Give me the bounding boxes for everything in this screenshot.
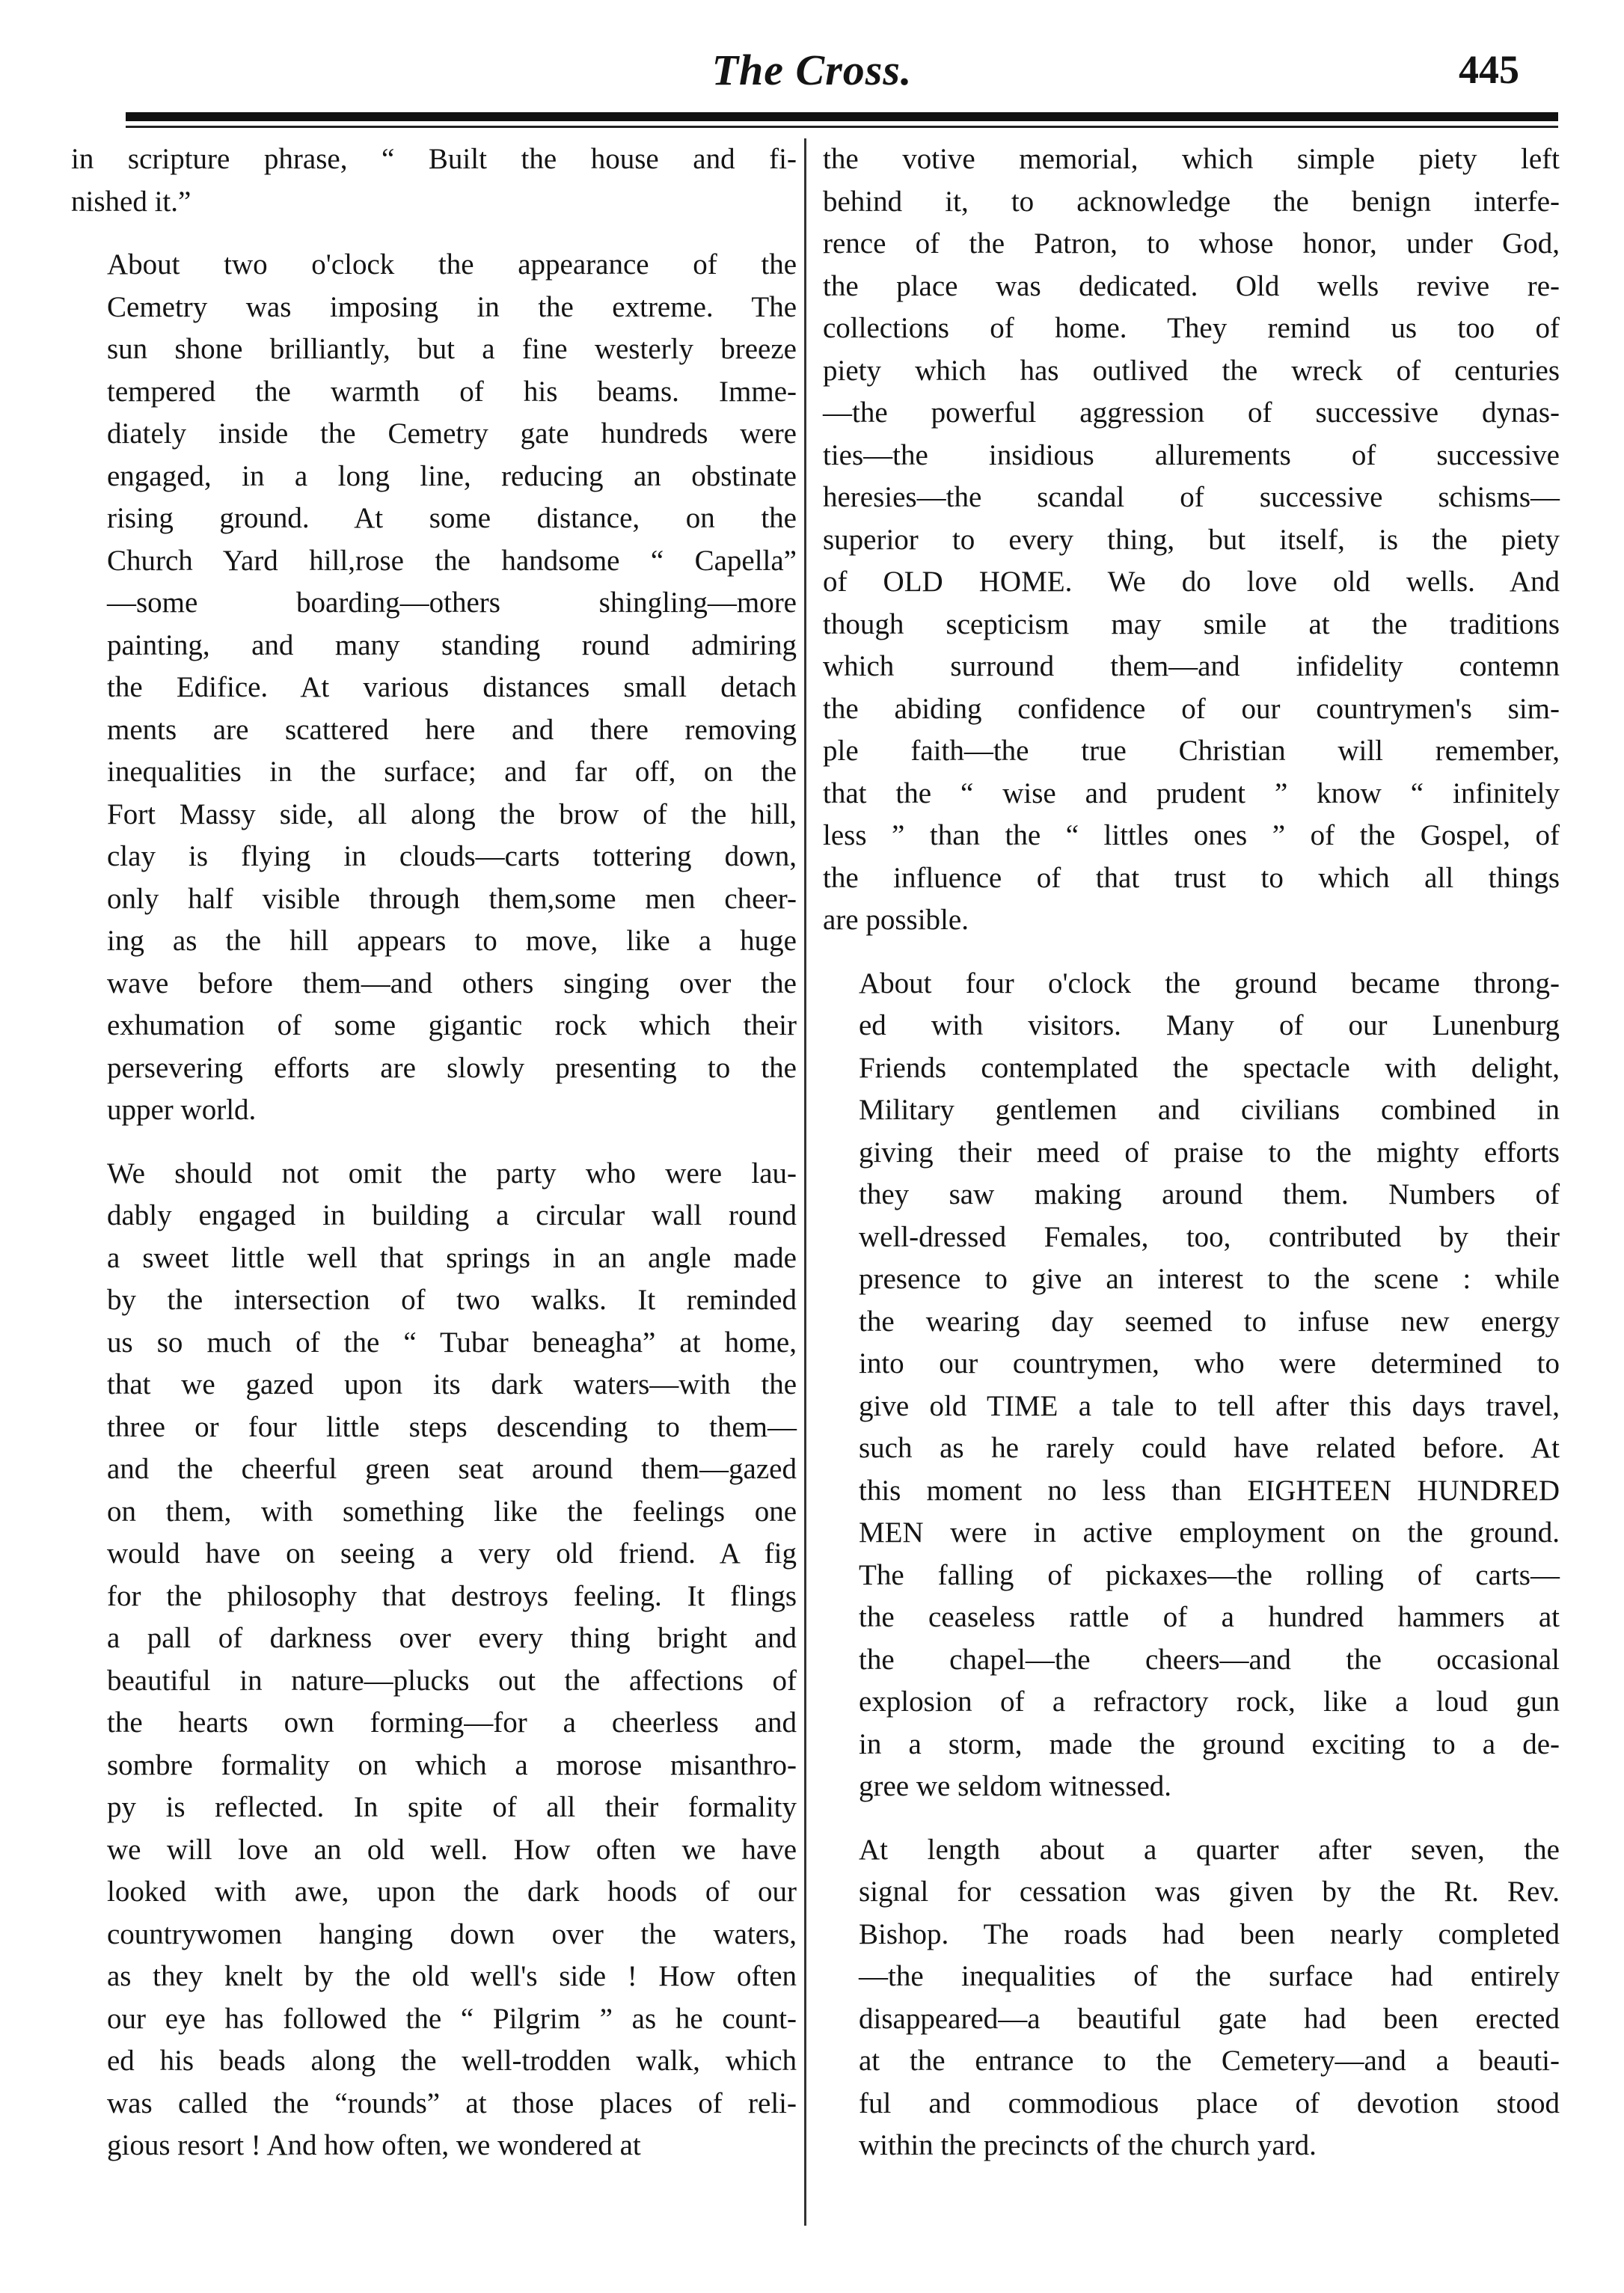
text-line: nished it.” [71,185,191,218]
text-line: Church Yard hill,rose the handsome “ Capella” [107,544,797,577]
paragraph [71,244,797,1132]
paragraph [71,138,797,223]
text-line: ful and commodious place of devotion stood [859,2087,1560,2119]
text-line: such as he rarely could have related before. At [859,1432,1560,1464]
text-line: the votive memorial, which simple piety left [823,143,1560,175]
text-line: Fort Massy side, all along the brow of the hill, [107,798,797,830]
text-line: ties—the insidious allurements of successive [823,438,1560,471]
right-column [823,138,1560,2188]
text-line: the wearing day seemed to infuse new energy [859,1305,1560,1338]
text-line: that the “ wise and prudent ” know “ infinitely [823,777,1560,809]
text-line: collections of home. They remind us too of [823,312,1560,344]
text-line: signal for cessation was given by the Rt. Rev. [859,1876,1560,1908]
text-line: Military gentlemen and civilians combined in [859,1094,1560,1126]
text-line: countrywomen hanging down over the waters, [107,1917,797,1950]
paragraph [823,1829,1560,2167]
text-line: ed with visitors. Many of our Lunenburg [859,1009,1560,1041]
running-title: The Cross. [711,46,913,94]
text-line: engaged, in a long line, reducing an obstinate [107,459,797,492]
text-line: ments are scattered here and there removing [107,713,797,746]
text-line: upper world. [107,1094,257,1126]
column-divider [804,138,806,2226]
text-line: by the intersection of two walks. It reminded [107,1284,797,1316]
text-line: At length about a quarter after seven, the [859,1833,1560,1866]
text-line: as they knelt by the old well's side ! How often [107,1960,797,1992]
text-line: —the powerful aggression of successive dynas- [823,397,1560,429]
page-header [0,0,1624,120]
text-line: three or four little steps descending to them— [107,1410,797,1443]
text-line: superior to every thing, but itself, is the piety [823,523,1560,556]
text-line: —some boarding—others shingling—more [107,587,797,619]
text-line: the chapel—the cheers—and the occasional [859,1643,1560,1676]
page-number: 445 [1459,47,1519,92]
text-line: piety which has outlived the wreck of centuries [823,354,1560,387]
text-line: for the philosophy that destroys feeling. It flings [107,1579,797,1612]
text-line: was called the “rounds” at those places of reli- [107,2087,797,2119]
text-line: the influence of that trust to which all things [823,861,1560,894]
text-line: rence of the Patron, to whose honor, under God, [823,227,1560,260]
left-column [71,138,797,2188]
text-line: we will love an old well. How often we have [107,1833,797,1866]
text-line: explosion of a refractory rock, like a loud gun [859,1686,1560,1718]
text-line: they saw making around them. Numbers of [859,1178,1560,1210]
paragraph [71,1153,797,2167]
text-line: rising ground. At some distance, on the [107,502,797,534]
text-line: the ceaseless rattle of a hundred hammers at [859,1601,1560,1633]
text-line: ple faith—the true Christian will remember, [823,735,1560,767]
text-line: disappeared—a beautiful gate had been erected [859,2002,1560,2035]
paragraph [823,138,1560,942]
text-line: Bishop. The roads had been nearly completed [859,1917,1560,1950]
text-line: ing as the hill appears to move, like a huge [107,925,797,957]
text-line: We should not omit the party who were lau- [107,1157,797,1190]
text-line: The falling of pickaxes—the rolling of carts— [859,1558,1560,1591]
text-line: us so much of the “ Tubar beneagha” at home, [107,1326,797,1359]
text-line: exhumation of some gigantic rock which their [107,1009,797,1041]
text-line: that we gazed upon its dark waters—with the [107,1368,797,1400]
text-line: a pall of darkness over every thing bright and [107,1622,797,1654]
text-line: gious resort ! And how often, we wondered at [107,2129,641,2161]
text-line: give old TIME a tale to tell after this days travel, [859,1389,1560,1422]
text-line: a sweet little well that springs in an angle made [107,1241,797,1274]
text-line: giving their meed of praise to the mighty efforts [859,1136,1560,1169]
text-line: persevering efforts are slowly presenting to the [107,1051,797,1084]
text-line: sun shone brilliantly, but a fine westerly breeze [107,333,797,365]
text-line: into our countrymen, who were determined to [859,1347,1560,1380]
text-line: dably engaged in building a circular wall round [107,1199,797,1231]
text-line: beautiful in nature—plucks out the affections of [107,1664,797,1697]
text-line: MEN were in active employment on the ground. [859,1516,1560,1549]
text-line: well-dressed Females, too, contributed by their [859,1220,1560,1253]
text-line: diately inside the Cemetry gate hundreds were [107,417,797,450]
text-line: About two o'clock the appearance of the [107,248,797,281]
header-rule-thin [126,126,1558,128]
text-line: behind it, to acknowledge the benign interfe- [823,185,1560,218]
text-line: painting, and many standing round admiring [107,628,797,661]
text-line: clay is flying in clouds—carts tottering down, [107,840,797,872]
text-line: this moment no less than EIGHTEEN HUNDRED [859,1474,1560,1507]
text-line: wave before them—and others singing over the [107,967,797,999]
text-line: the abiding confidence of our countrymen's sim- [823,692,1560,725]
text-line: Friends contemplated the spectacle with delight, [859,1051,1560,1084]
text-line: and the cheerful green seat around them—gazed [107,1453,797,1485]
text-line: the place was dedicated. Old wells revive re- [823,269,1560,302]
text-line: —the inequalities of the surface had entirely [859,1960,1560,1992]
text-line: would have on seeing a very old friend. A fig [107,1537,797,1570]
text-line: less ” than the “ littles ones ” of the Gospel, of [823,819,1560,851]
text-line: within the precincts of the church yard. [859,2129,1317,2161]
text-line: inequalities in the surface; and far off, on the [107,756,797,788]
text-line: our eye has followed the “ Pilgrim ” as he count- [107,2002,797,2035]
text-line: sombre formality on which a morose misanthro- [107,1748,797,1781]
text-line: are possible. [823,904,969,936]
text-line: on them, with something like the feelings one [107,1495,797,1528]
text-line: of OLD HOME. We do love old wells. And [823,566,1560,598]
text-line: tempered the warmth of his beams. Imme- [107,375,797,408]
header-rule-thick [126,112,1558,121]
text-line: heresies—the scandal of successive schisms— [823,481,1560,513]
text-line: Cemetry was imposing in the extreme. The [107,290,797,323]
paragraph [823,963,1560,1808]
text-line: the hearts own forming—for a cheerless and [107,1706,797,1739]
text-line: py is reflected. In spite of all their formality [107,1791,797,1823]
text-line: gree we seldom witnessed. [859,1770,1172,1802]
text-line: in a storm, made the ground exciting to a de- [859,1727,1560,1760]
text-line: ed his beads along the well-trodden walk, which [107,2045,797,2077]
text-line: in scripture phrase, “ Built the house and fi- [71,143,797,175]
text-line: though scepticism may smile at the traditions [823,607,1560,640]
text-line: looked with awe, upon the dark hoods of our [107,1876,797,1908]
text-line: the Edifice. At various distances small detach [107,671,797,703]
text-line: at the entrance to the Cemetery—and a beauti- [859,2045,1560,2077]
text-line: only half visible through them,some men cheer- [107,882,797,915]
text-line: which surround them—and infidelity contemn [823,650,1560,682]
text-line: About four o'clock the ground became throng- [859,967,1560,999]
text-line: presence to give an interest to the scene : while [859,1263,1560,1295]
